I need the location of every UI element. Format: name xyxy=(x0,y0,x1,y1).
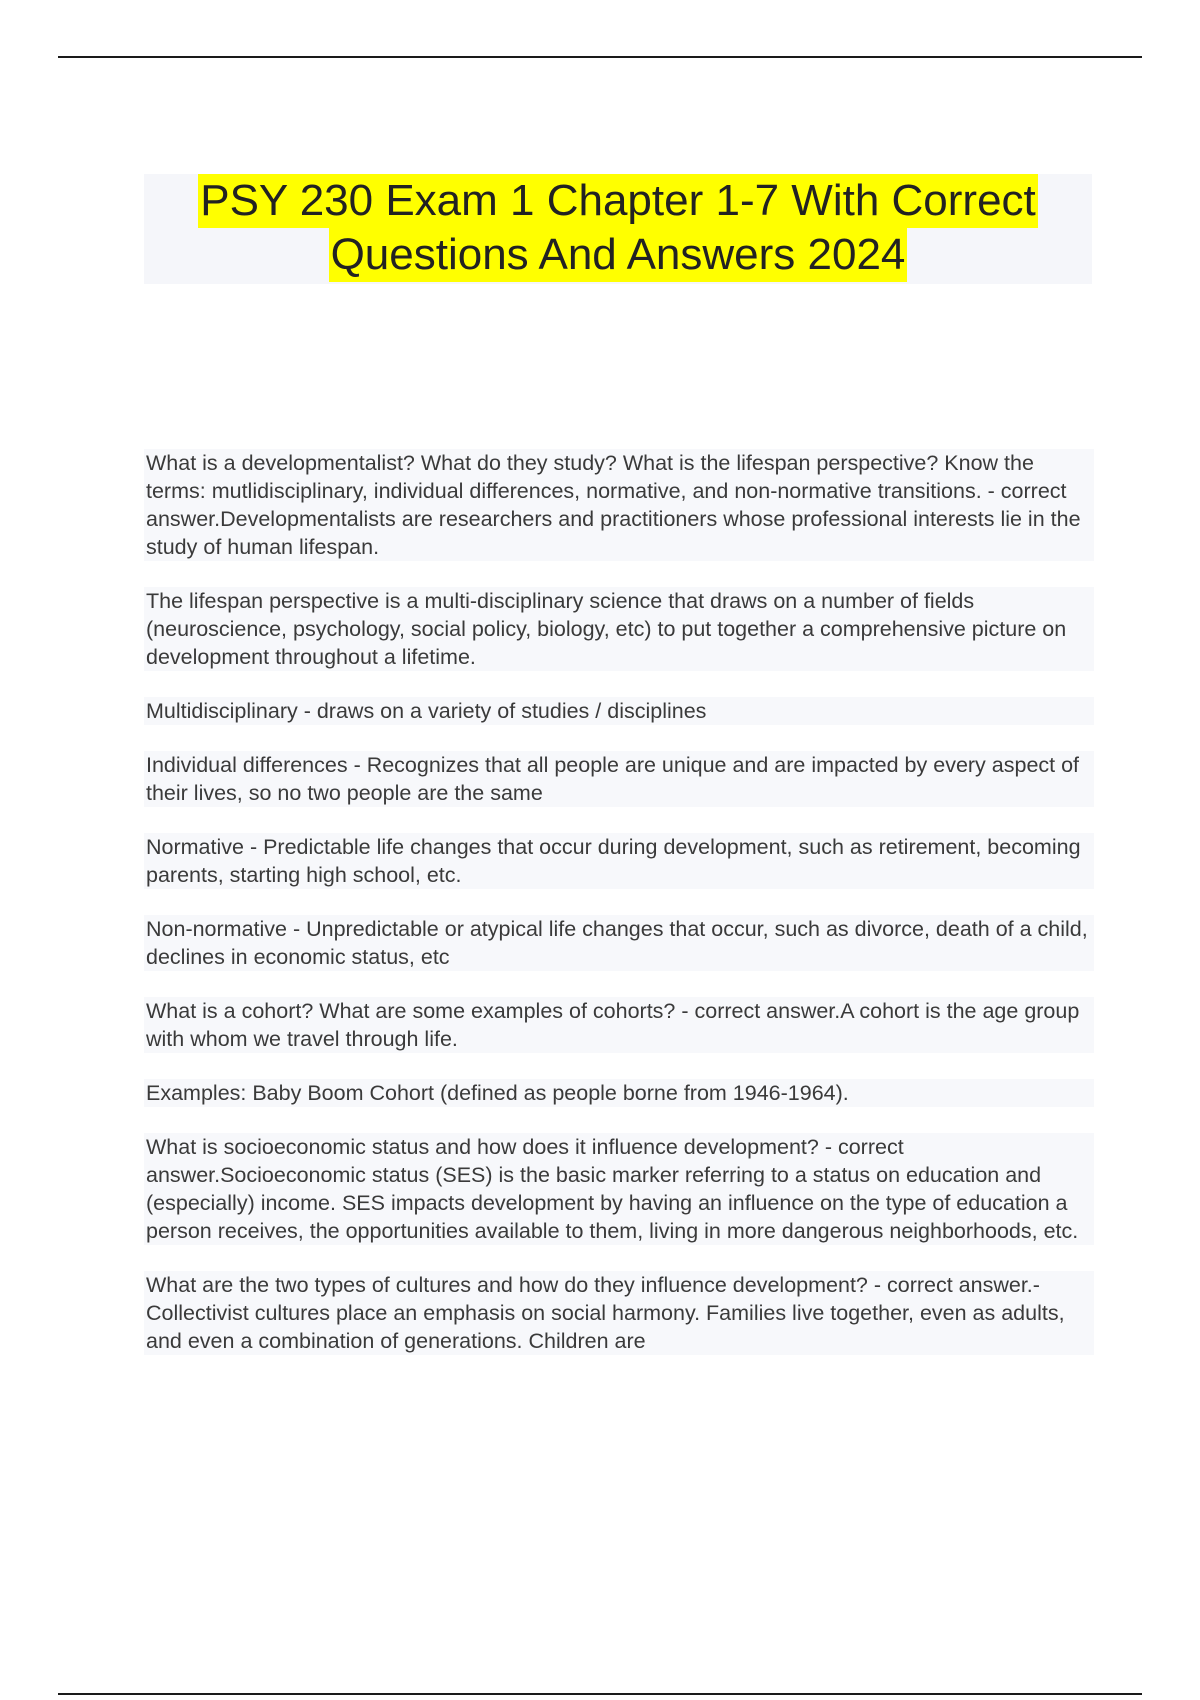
paragraph-individual-differences: Individual differences - Recognizes that all people are unique and are impacted by every aspect of their lives, so no two people are the same xyxy=(144,751,1094,807)
title-line-1: PSY 230 Exam 1 Chapter 1-7 With Correct xyxy=(198,174,1038,228)
bottom-rule xyxy=(58,1693,1142,1695)
document-title xyxy=(144,174,1092,284)
paragraph-multidisciplinary: Multidisciplinary - draws on a variety of studies / disciplines xyxy=(144,697,1094,725)
paragraph-non-normative: Non-normative - Unpredictable or atypical life changes that occur, such as divorce, death of a child, declines in economic status, etc xyxy=(144,915,1094,971)
paragraph-cultures: What are the two types of cultures and how do they influence development? - correct answer.- Collectivist cultures place an emphasis on social harmony. Families live together, even as adults, and even a combination of generations. Children are xyxy=(144,1271,1094,1355)
paragraph-socioeconomic-status: What is socioeconomic status and how does it influence development? - correct answer.Socioeconomic status (SES) is the basic marker referring to a status on education and (especially) income. SES impacts development by having an influence on the type of education a person receives, the opportunities available to them, living in more dangerous neighborhoods, etc. xyxy=(144,1133,1094,1245)
document-body xyxy=(144,449,1094,1381)
paragraph-developmentalist: What is a developmentalist? What do they study? What is the lifespan perspective? Know the terms: mutlidisciplinary, individual differences, normative, and non-normative transitions. - correct answer.Developmentalists are researchers and practitioners whose professional interests lie in the study of human lifespan. xyxy=(144,449,1094,561)
title-line-2: Questions And Answers 2024 xyxy=(329,228,908,282)
paragraph-cohort-examples: Examples: Baby Boom Cohort (defined as people borne from 1946-1964). xyxy=(144,1079,1094,1107)
paragraph-lifespan-perspective: The lifespan perspective is a multi-disciplinary science that draws on a number of fields (neuroscience, psychology, social policy, biology, etc) to put together a comprehensive picture on development throughout a lifetime. xyxy=(144,587,1094,671)
paragraph-normative: Normative - Predictable life changes that occur during development, such as retirement, becoming parents, starting high school, etc. xyxy=(144,833,1094,889)
top-rule xyxy=(58,56,1142,58)
paragraph-cohort: What is a cohort? What are some examples of cohorts? - correct answer.A cohort is the age group with whom we travel through life. xyxy=(144,997,1094,1053)
